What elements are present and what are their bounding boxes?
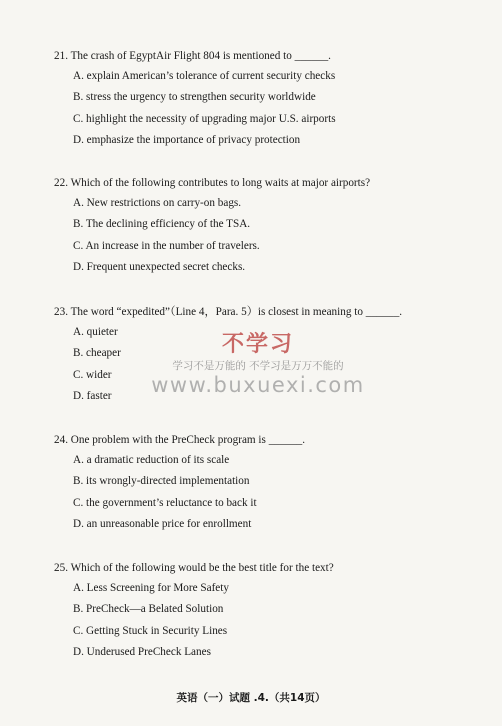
option-c: C. highlight the necessity of upgrading major U.S. airports <box>73 112 336 125</box>
option-a: A. explain American’s tolerance of current security checks <box>73 70 336 82</box>
watermark-url: www.buxuexi.com <box>151 373 365 397</box>
question-stem: 23. The word “expedited”（Line 4，Para. 5）is closest in meaning to ______. <box>54 306 403 318</box>
option-d: D. faster <box>73 390 112 403</box>
option-d: D. emphasize the importance of privacy protection <box>73 134 301 147</box>
option-c: C. Getting Stuck in Security Lines <box>73 624 228 637</box>
option-b: B. its wrongly-directed implementation <box>73 475 250 488</box>
option-a: A. New restrictions on carry-on bags. <box>73 197 242 209</box>
question-21 <box>54 49 474 147</box>
option-a: A. a dramatic reduction of its scale <box>73 454 230 466</box>
page-footer: 英语（一）试题 .4.（共14页） <box>176 692 326 704</box>
option-b: B. stress the urgency to strengthen security worldwide <box>73 91 316 104</box>
option-a: A. quieter <box>73 326 118 338</box>
question-25 <box>54 561 474 659</box>
option-d: D. an unreasonable price for enrollment <box>73 518 252 531</box>
question-stem: 22. Which of the following contributes to long waits at major airports? <box>54 177 371 189</box>
option-b: B. The declining efficiency of the TSA. <box>73 218 251 231</box>
option-c: C. the government’s reluctance to back it <box>73 496 257 509</box>
option-b: B. PreCheck—a Belated Solution <box>73 603 224 616</box>
option-c: C. wider <box>73 368 112 381</box>
question-stem: 21. The crash of EgyptAir Flight 804 is mentioned to ______. <box>54 50 331 62</box>
option-d: D. Frequent unexpected secret checks. <box>73 261 246 274</box>
watermark-slogan: 学习不是万能的 不学习是万万不能的 <box>172 360 344 372</box>
option-b: B. cheaper <box>73 347 121 360</box>
question-23 <box>54 305 474 403</box>
watermark-logo: 不学习 <box>221 332 294 357</box>
option-d: D. Underused PreCheck Lanes <box>73 646 211 659</box>
option-a: A. Less Screening for More Safety <box>73 582 229 594</box>
question-stem: 25. Which of the following would be the best title for the text? <box>54 562 334 574</box>
option-c: C. An increase in the number of travelers. <box>73 239 260 252</box>
question-22 <box>54 176 474 274</box>
question-stem: 24. One problem with the PreCheck program is ______. <box>54 434 306 446</box>
question-24 <box>54 433 474 531</box>
